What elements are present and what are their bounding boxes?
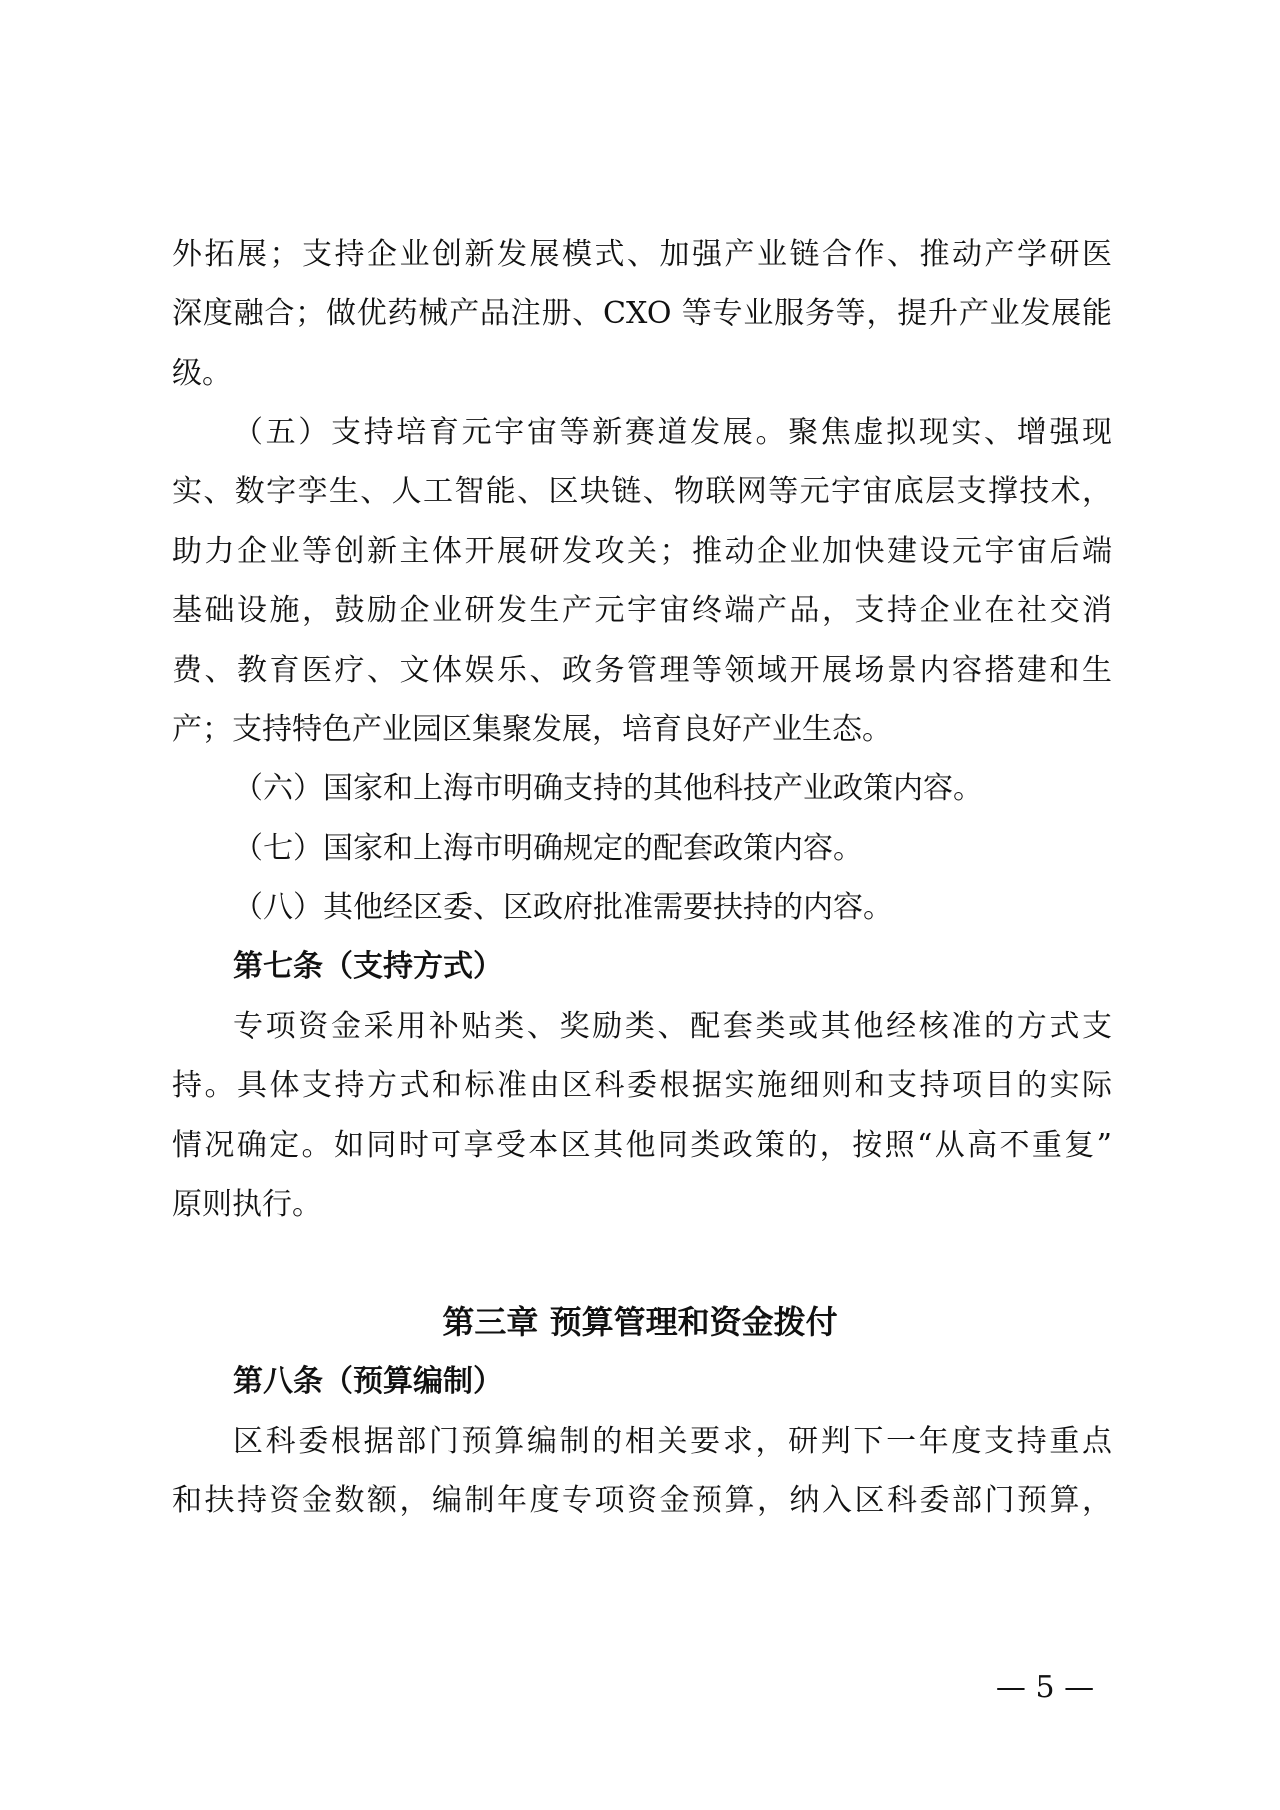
paragraph-line: 区科委根据部门预算编制的相关要求，研判下一年度支持重点: [233, 1424, 1112, 1459]
article-7-title: 第七条（支持方式）: [233, 949, 503, 984]
paragraph-line: 实、数字孪生、人工智能、区块链、物联网等元宇宙底层支撑技术，: [172, 474, 1112, 509]
paragraph-line: 原则执行。: [172, 1187, 322, 1222]
paragraph-line: 专项资金采用补贴类、奖励类、配套类或其他经核准的方式支: [233, 1009, 1112, 1044]
paragraph-line: 外拓展；支持企业创新发展模式、加强产业链合作、推动产学研医: [172, 237, 1112, 272]
page-number: — 5 —: [995, 1670, 1095, 1705]
paragraph-line: 和扶持资金数额，编制年度专项资金预算，纳入区科委部门预算，: [172, 1483, 1112, 1518]
paragraph-line: 基础设施，鼓励企业研发生产元宇宙终端产品，支持企业在社交消: [172, 593, 1112, 628]
chapter-3-heading: 第三章 预算管理和资金拨付: [442, 1303, 838, 1341]
paragraph-line: 深度融合；做优药械产品注册、CXO 等专业服务等，提升产业发展能: [172, 296, 1112, 331]
paragraph-line: （七）国家和上海市明确规定的配套政策内容。: [233, 831, 863, 866]
paragraph-line: 费、教育医疗、文体娱乐、政务管理等领域开展场景内容搭建和生: [172, 653, 1112, 688]
paragraph-line: （八）其他经区委、区政府批准需要扶持的内容。: [233, 890, 893, 925]
paragraph-line: （六）国家和上海市明确支持的其他科技产业政策内容。: [233, 771, 983, 806]
paragraph-line: 助力企业等创新主体开展研发攻关；推动企业加快建设元宇宙后端: [172, 534, 1112, 569]
paragraph-line: 持。具体支持方式和标准由区科委根据实施细则和支持项目的实际: [172, 1068, 1112, 1103]
paragraph-line: （五）支持培育元宇宙等新赛道发展。聚焦虚拟现实、增强现: [233, 415, 1112, 450]
paragraph-line: 产；支持特色产业园区集聚发展，培育良好产业生态。: [172, 712, 892, 747]
paragraph-line: 级。: [172, 356, 232, 391]
paragraph-line: 情况确定。如同时可享受本区其他同类政策的，按照“从高不重复”: [172, 1128, 1112, 1163]
article-8-title: 第八条（预算编制）: [233, 1364, 503, 1399]
